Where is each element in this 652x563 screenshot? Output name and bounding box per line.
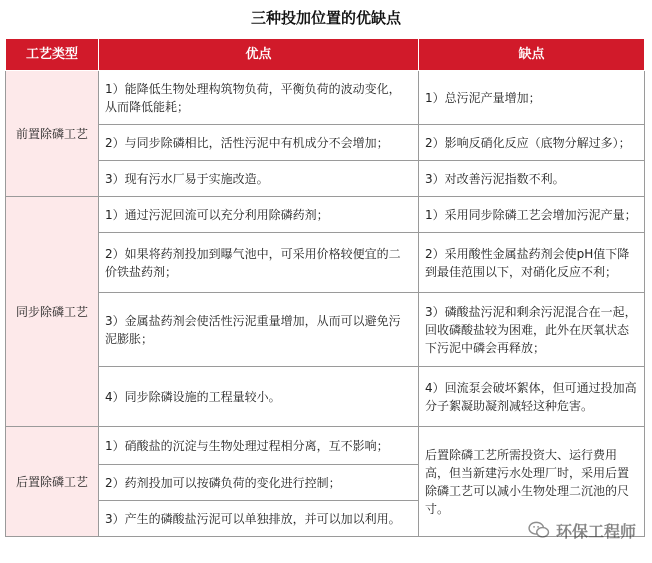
- table-row: [6, 367, 645, 427]
- process-type-pre: 前置除磷工艺: [6, 71, 99, 197]
- header-advantages: 优点: [99, 39, 419, 71]
- header-disadvantages: 缺点: [419, 39, 645, 71]
- disadvantage-merged: 后置除磷工艺所需投资大、运行费用高，但当新建污水处理厂时，采用后置除磷工艺可以减小生物处理二沉池的尺寸。: [419, 427, 645, 537]
- advantage-item: 3）金属盐药剂会使活性污泥重量增加，从而可以避免污泥膨胀；: [99, 293, 419, 367]
- table-row: [6, 233, 645, 293]
- table-row: [6, 427, 645, 465]
- table-row: [6, 293, 645, 367]
- disadvantage-item: 2）采用酸性金属盐药剂会使pH值下降到最佳范围以下，对硝化反应不利；: [419, 233, 645, 293]
- disadvantage-item: 1）总污泥产量增加；: [419, 71, 645, 125]
- advantage-item: 2）药剂投加可以按磷负荷的变化进行控制；: [99, 465, 419, 501]
- table-row: [6, 125, 645, 161]
- page-title: 三种投加位置的优缺点: [250, 9, 401, 27]
- advantage-item: 2）如果将药剂投加到曝气池中，可采用价格较便宜的二价铁盐药剂；: [99, 233, 419, 293]
- disadvantage-item: 3）磷酸盐污泥和剩余污泥混合在一起，回收磷酸盐较为困难，此外在厌氧状态下污泥中磷会再释放；: [419, 293, 645, 367]
- watermark-text: 环保工程师: [555, 521, 636, 541]
- advantage-item: 1）能降低生物处理构筑物负荷，平衡负荷的波动变化，从而降低能耗；: [99, 71, 419, 125]
- watermark: [528, 519, 636, 541]
- table-row: [6, 197, 645, 233]
- process-type-simultaneous: 同步除磷工艺: [6, 197, 99, 427]
- comparison-table: [5, 38, 645, 537]
- wechat-icon: [528, 521, 550, 539]
- disadvantage-item: 1）采用同步除磷工艺会增加污泥产量；: [419, 197, 645, 233]
- advantage-item: 1）通过污泥回流可以充分利用除磷药剂；: [99, 197, 419, 233]
- advantage-item: 1）硝酸盐的沉淀与生物处理过程相分离，互不影响；: [99, 427, 419, 465]
- header-row: [6, 39, 645, 71]
- disadvantage-item: 4）回流泵会破坏絮体，但可通过投加高分子絮凝助凝剂减轻这种危害。: [419, 367, 645, 427]
- disadvantage-item: 2）影响反硝化反应（底物分解过多）；: [419, 125, 645, 161]
- header-type: 工艺类型: [6, 39, 99, 71]
- advantage-item: 2）与同步除磷相比，活性污泥中有机成分不会增加；: [99, 125, 419, 161]
- table-row: [6, 161, 645, 197]
- advantage-item: 4）同步除磷设施的工程量较小。: [99, 367, 419, 427]
- process-type-post: 后置除磷工艺: [6, 427, 99, 537]
- disadvantage-item: 3）对改善污泥指数不利。: [419, 161, 645, 197]
- advantage-item: 3）现有污水厂易于实施改造。: [99, 161, 419, 197]
- table-row: [6, 71, 645, 125]
- advantage-item: 3）产生的磷酸盐污泥可以单独排放，并可以加以利用。: [99, 501, 419, 537]
